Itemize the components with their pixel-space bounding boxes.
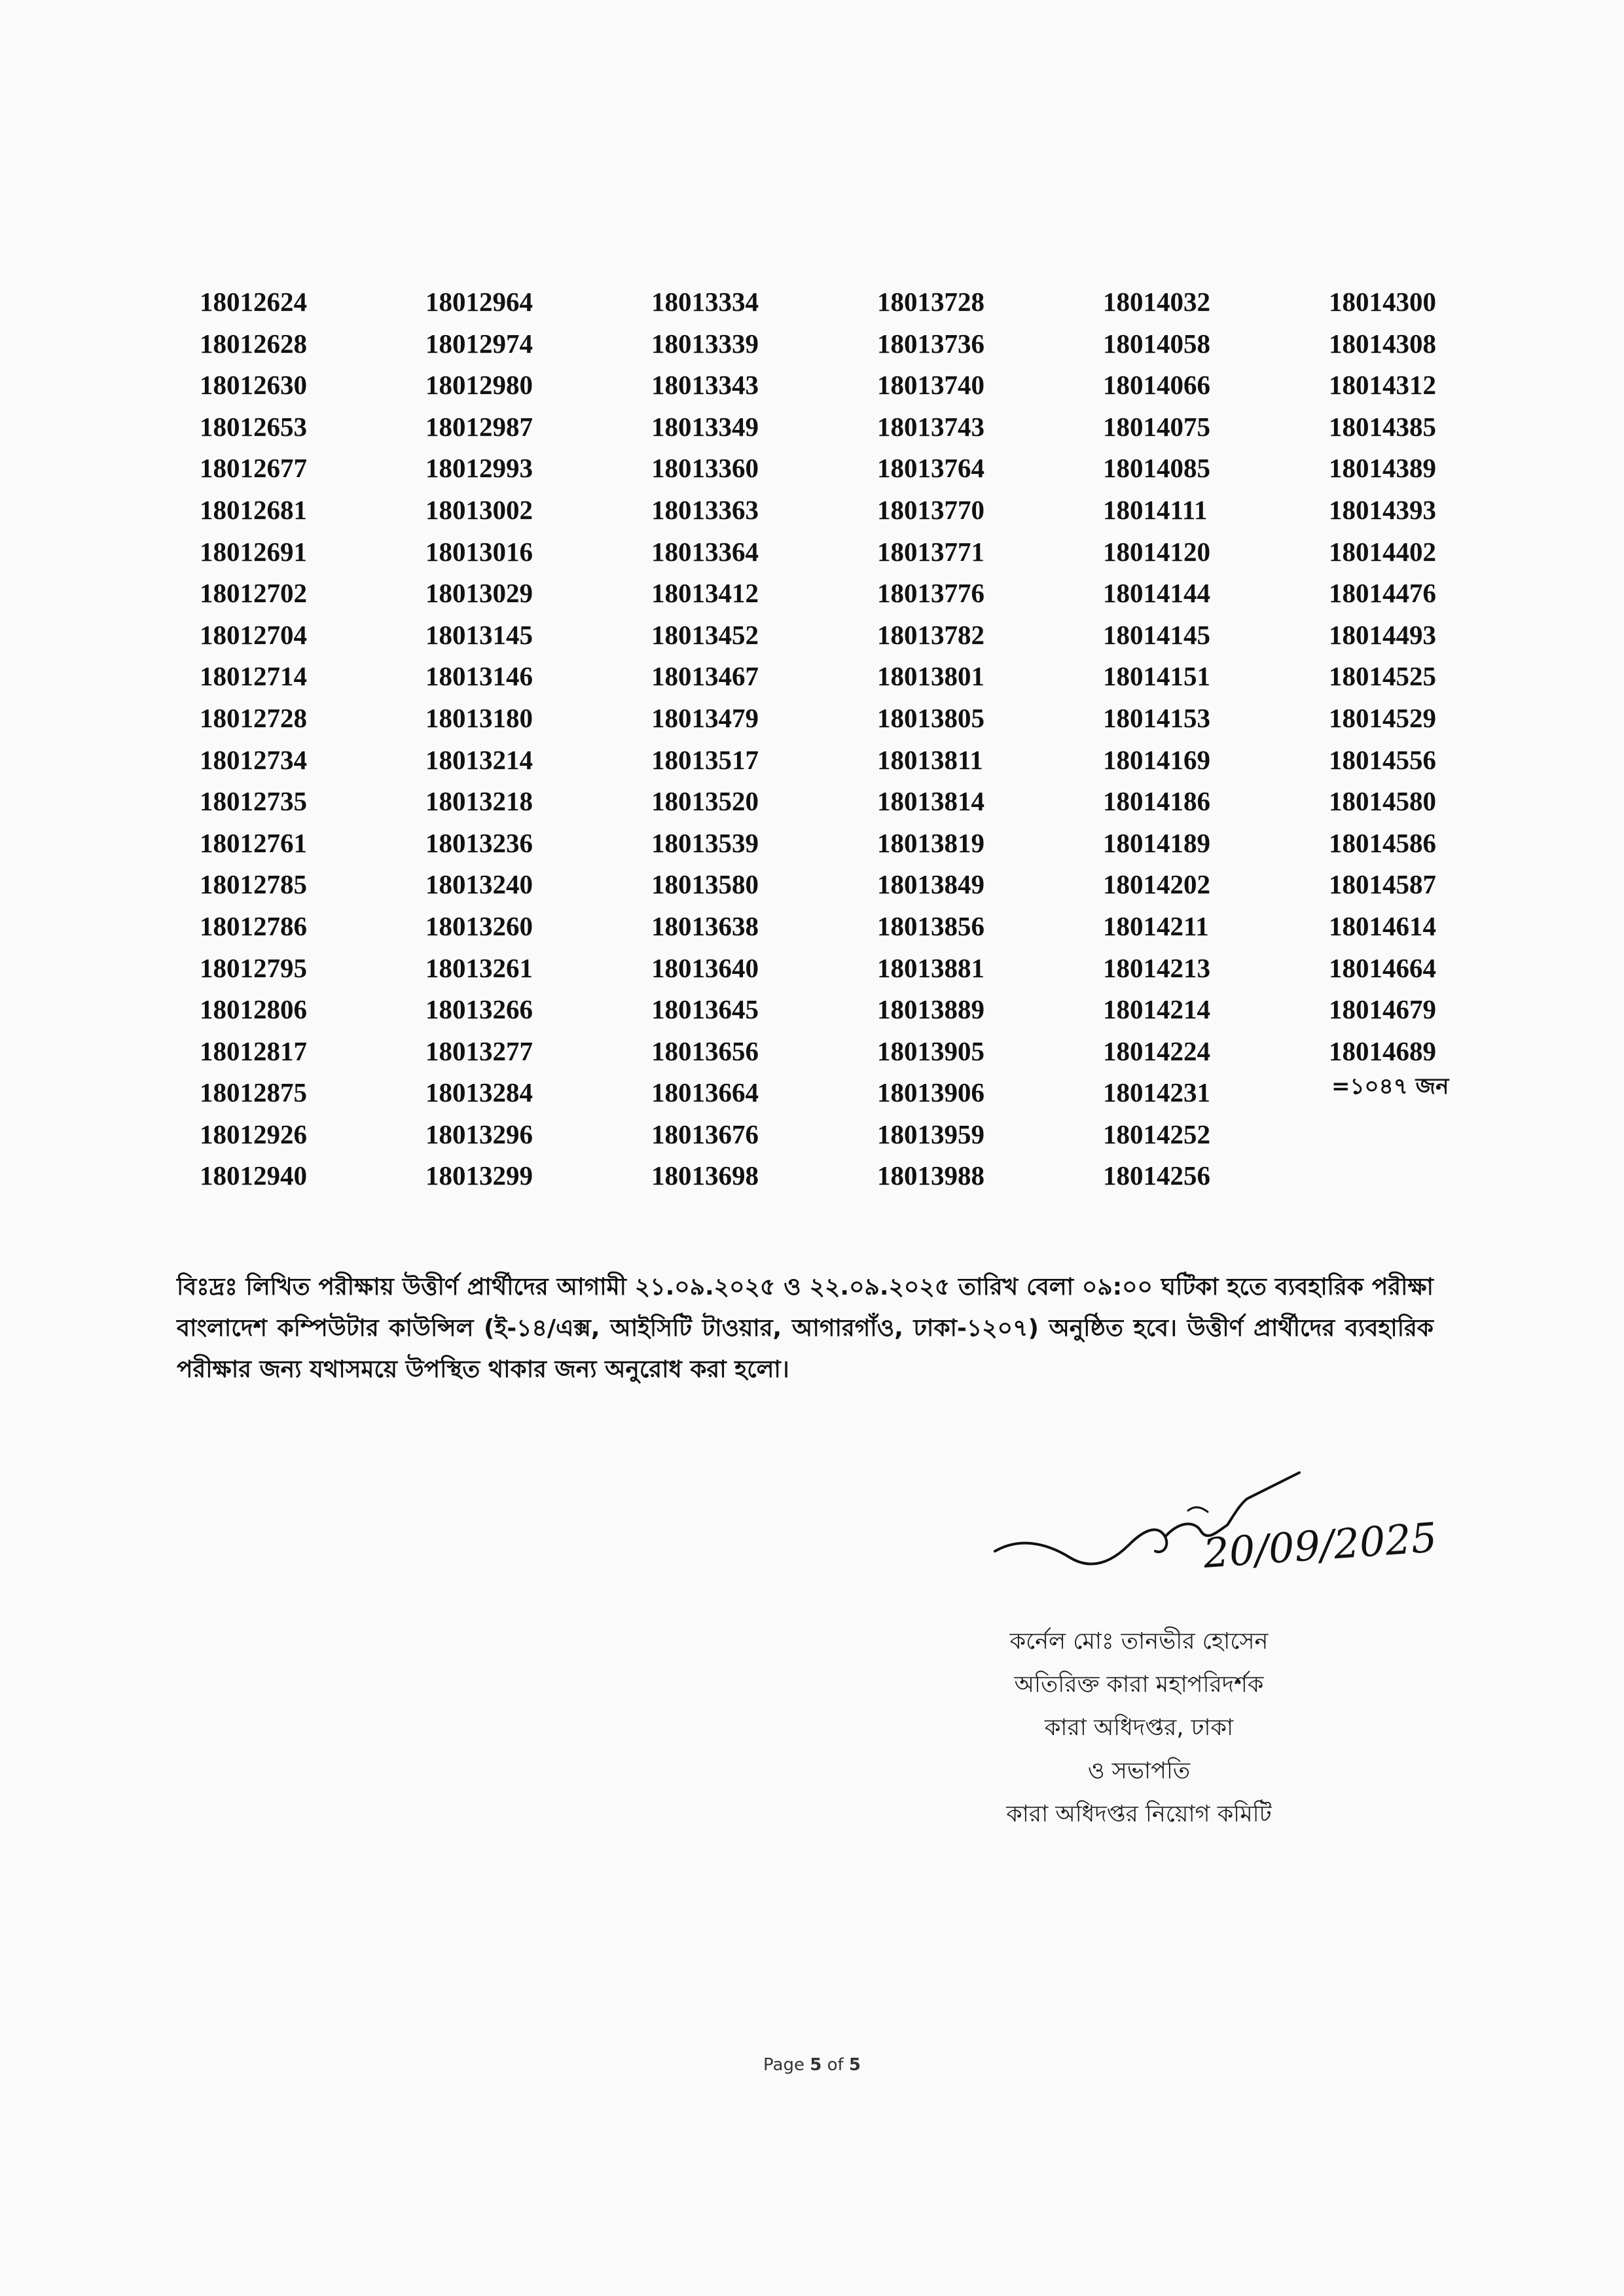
- roll-number: 18013029: [425, 578, 533, 609]
- roll-number: 18012987: [425, 411, 533, 442]
- roll-number: 18014587: [1329, 869, 1436, 900]
- roll-column-6: [1329, 281, 1525, 1101]
- roll-number: 18013770: [877, 494, 984, 525]
- roll-number: 18012817: [200, 1035, 307, 1066]
- roll-number: 18014393: [1329, 494, 1436, 525]
- roll-column-3: [651, 281, 848, 1197]
- roll-number: 18014058: [1103, 328, 1210, 359]
- roll-number: 18014151: [1103, 661, 1210, 692]
- roll-number: 18013819: [877, 827, 984, 858]
- roll-number: 18014664: [1329, 952, 1436, 983]
- roll-number: 18013343: [651, 370, 759, 401]
- roll-number: 18012875: [200, 1077, 307, 1108]
- roll-number: 18013814: [877, 786, 984, 817]
- roll-number: 18012630: [200, 370, 307, 401]
- roll-number: 18012806: [200, 994, 307, 1025]
- roll-number: 18012993: [425, 453, 533, 484]
- roll-number: 18013881: [877, 952, 984, 983]
- roll-number: 18012795: [200, 952, 307, 983]
- roll-number: 18014556: [1329, 744, 1436, 775]
- roll-number: 18014066: [1103, 370, 1210, 401]
- roll-number: 18012734: [200, 744, 307, 775]
- roll-number: 18013656: [651, 1035, 759, 1066]
- roll-number: 18013412: [651, 578, 759, 609]
- roll-number: 18013260: [425, 910, 533, 941]
- roll-number: 18014189: [1103, 827, 1210, 858]
- signatory-designation: অতিরিক্ত কারা মহাপরিদর্শক: [1014, 1672, 1264, 1698]
- footer-total-pages: 5: [848, 2055, 861, 2075]
- roll-number: 18012628: [200, 328, 307, 359]
- footer-current-page: 5: [810, 2055, 822, 2075]
- roll-number: 18014580: [1329, 786, 1436, 817]
- roll-number: 18012785: [200, 869, 307, 900]
- roll-number: 18013782: [877, 619, 984, 650]
- roll-number: 18014389: [1329, 453, 1436, 484]
- footer-of-word: of: [827, 2055, 844, 2075]
- roll-number: 18013905: [877, 1035, 984, 1066]
- roll-number: 18013771: [877, 536, 984, 567]
- roll-column-5: [1103, 281, 1299, 1197]
- roll-number: 18012653: [200, 411, 307, 442]
- roll-number: 18013776: [877, 578, 984, 609]
- roll-number: 18013364: [651, 536, 759, 567]
- signatory-office: কারা অধিদপ্তর, ঢাকা: [1044, 1715, 1234, 1741]
- roll-number: 18012926: [200, 1119, 307, 1149]
- roll-number: 18013645: [651, 994, 759, 1025]
- roll-number: 18014256: [1103, 1160, 1210, 1191]
- roll-number: 18012974: [425, 328, 533, 359]
- roll-number: 18014300: [1329, 287, 1436, 317]
- roll-number: 18013145: [425, 619, 533, 650]
- roll-number: 18012728: [200, 702, 307, 733]
- roll-number: 18014231: [1103, 1077, 1210, 1108]
- roll-number: 18013360: [651, 453, 759, 484]
- handwritten-signature: [992, 1460, 1463, 1590]
- roll-number: 18014224: [1103, 1035, 1210, 1066]
- footer-page-word: Page: [763, 2055, 804, 2075]
- roll-number: 18013664: [651, 1077, 759, 1108]
- roll-number: 18014308: [1329, 328, 1436, 359]
- roll-number: 18013240: [425, 869, 533, 900]
- signature-date: 20/09/2025: [1201, 1513, 1439, 1577]
- roll-number: 18013889: [877, 994, 984, 1025]
- roll-number: 18013805: [877, 702, 984, 733]
- roll-number: 18013016: [425, 536, 533, 567]
- roll-number: 18013728: [877, 287, 984, 317]
- roll-number: 18013906: [877, 1077, 984, 1108]
- roll-number: 18013261: [425, 952, 533, 983]
- roll-number: 18013363: [651, 494, 759, 525]
- roll-number: 18014679: [1329, 994, 1436, 1025]
- roll-number: 18013520: [651, 786, 759, 817]
- roll-number: 18013180: [425, 702, 533, 733]
- roll-number: 18013002: [425, 494, 533, 525]
- roll-number: 18013638: [651, 910, 759, 941]
- roll-column-1: [200, 281, 396, 1197]
- roll-number: 18013214: [425, 744, 533, 775]
- roll-number: 18012761: [200, 827, 307, 858]
- roll-number: 18013580: [651, 869, 759, 900]
- roll-number: 18014032: [1103, 287, 1210, 317]
- roll-number: 18014111: [1103, 494, 1208, 525]
- roll-number: 18014202: [1103, 869, 1210, 900]
- signatory-role: ও সভাপতি: [1087, 1758, 1191, 1784]
- roll-number: 18013452: [651, 619, 759, 650]
- roll-number: 18014525: [1329, 661, 1436, 692]
- roll-number: 18013517: [651, 744, 759, 775]
- roll-number: 18013764: [877, 453, 984, 484]
- roll-number: 18013284: [425, 1077, 533, 1108]
- roll-number: 18013299: [425, 1160, 533, 1191]
- roll-number: 18014402: [1329, 536, 1436, 567]
- total-count: =১০৪৭ জন: [1331, 1073, 1449, 1100]
- roll-number: 18013676: [651, 1119, 759, 1149]
- roll-column-2: [425, 281, 622, 1197]
- roll-number: 18013959: [877, 1119, 984, 1149]
- roll-number: 18014214: [1103, 994, 1210, 1025]
- roll-number: 18013640: [651, 952, 759, 983]
- roll-number: 18014689: [1329, 1035, 1436, 1066]
- roll-number: 18013988: [877, 1160, 984, 1191]
- roll-number: 18013743: [877, 411, 984, 442]
- roll-number: 18013740: [877, 370, 984, 401]
- roll-number: 18012980: [425, 370, 533, 401]
- roll-number: 18014085: [1103, 453, 1210, 484]
- roll-number: 18014120: [1103, 536, 1210, 567]
- roll-number: 18012940: [200, 1160, 307, 1191]
- page-footer: [0, 2055, 1624, 2075]
- roll-number: 18014186: [1103, 786, 1210, 817]
- roll-number: 18014213: [1103, 952, 1210, 983]
- roll-number: 18012704: [200, 619, 307, 650]
- roll-number-grid: [200, 281, 1509, 1198]
- roll-number: 18013736: [877, 328, 984, 359]
- roll-number: 18013479: [651, 702, 759, 733]
- notice-paragraph: বিঃদ্রঃ লিখিত পরীক্ষায় উত্তীর্ণ প্রার্থীদের আগামী ২১.০৯.২০২৫ ও ২২.০৯.২০২৫ তারিখ বেলা ০৯:০০ ঘটিকা হতে ব্যবহারিক পরীক্ষা বাংলাদেশ কম্পিউটার কাউন্সিল (ই-১৪/এক্স, আইসিটি টাওয়ার, আগারগাঁও, ঢাকা-১২০৭) অনুষ্ঠিত হবে। উত্তীর্ণ প্রার্থীদের ব্যবহারিক পরীক্ষার জন্য যথাসময়ে উপস্থিত থাকার জন্য অনুরোধ করা হলো।: [177, 1274, 1434, 1383]
- roll-number: 18014476: [1329, 578, 1436, 609]
- signatory-block: [871, 1620, 1407, 1836]
- signatory-name: কর্নেল মোঃ তানভীর হোসেন: [1009, 1628, 1269, 1655]
- roll-number: 18014169: [1103, 744, 1210, 775]
- roll-number: 18012624: [200, 287, 307, 317]
- roll-number: 18014529: [1329, 702, 1436, 733]
- roll-number: 18014075: [1103, 411, 1210, 442]
- roll-number: 18013334: [651, 287, 759, 317]
- roll-number: 18012786: [200, 910, 307, 941]
- roll-number: 18013296: [425, 1119, 533, 1149]
- roll-number: 18014153: [1103, 702, 1210, 733]
- roll-number: 18013266: [425, 994, 533, 1025]
- roll-number: 18013236: [425, 827, 533, 858]
- roll-number: 18014493: [1329, 619, 1436, 650]
- roll-number: 18012681: [200, 494, 307, 525]
- roll-number: 18013698: [651, 1160, 759, 1191]
- roll-number: 18014145: [1103, 619, 1210, 650]
- roll-column-4: [877, 281, 1074, 1197]
- roll-number: 18013811: [877, 744, 983, 775]
- roll-number: 18014385: [1329, 411, 1436, 442]
- roll-number: 18014211: [1103, 910, 1209, 941]
- roll-number: 18013801: [877, 661, 984, 692]
- roll-number: 18013856: [877, 910, 984, 941]
- roll-number: 18013539: [651, 827, 759, 858]
- roll-number: 18012714: [200, 661, 307, 692]
- roll-number: 18012964: [425, 287, 533, 317]
- roll-number: 18014586: [1329, 827, 1436, 858]
- roll-number: 18013467: [651, 661, 759, 692]
- roll-number: 18012691: [200, 536, 307, 567]
- roll-number: 18012702: [200, 578, 307, 609]
- roll-number: 18012677: [200, 453, 307, 484]
- roll-number: 18013146: [425, 661, 533, 692]
- roll-number: 18014144: [1103, 578, 1210, 609]
- roll-number: 18013277: [425, 1035, 533, 1066]
- roll-number: 18013849: [877, 869, 984, 900]
- roll-number: 18013339: [651, 328, 759, 359]
- roll-number: 18014614: [1329, 910, 1436, 941]
- roll-number: 18014312: [1329, 370, 1436, 401]
- roll-number: 18013218: [425, 786, 533, 817]
- roll-number: 18014252: [1103, 1119, 1210, 1149]
- roll-number: 18012735: [200, 786, 307, 817]
- signatory-committee: কারা অধিদপ্তর নিয়োগ কমিটি: [1006, 1801, 1272, 1827]
- roll-number: 18013349: [651, 411, 759, 442]
